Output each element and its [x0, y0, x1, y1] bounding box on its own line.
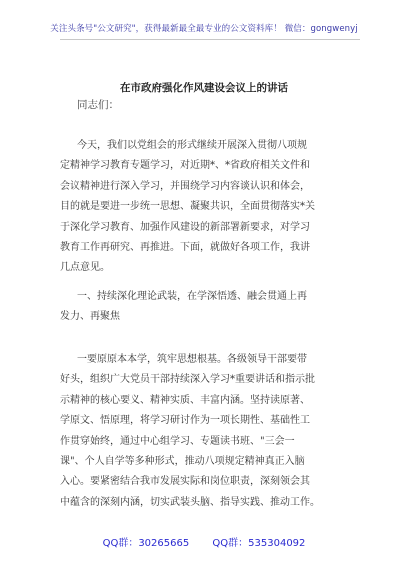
- paragraph-line: 一要原原本本学，筑牢思想根基。各级领导干部要带: [77, 354, 307, 365]
- paragraph-line: 会议精神进行深入学习，并围绕学习内容谈认识和体会，: [60, 180, 310, 192]
- paragraph-line: 定精神学习教育专题学习，对近期*、*省政府相关文件和: [60, 160, 310, 172]
- heading-line: 发力、再聚焦: [60, 311, 120, 323]
- header-divider: [60, 39, 360, 40]
- paragraph-line: 于深化学习教育、加强作风建设的新部署新要求，对学习: [60, 221, 310, 233]
- paragraph-line: 入心。要紧密结合我市发展实际和岗位职责，深刻领会其: [60, 476, 310, 488]
- header-banner: 关注头条号"公文研究"，获得最新最全最专业的公文资料库！ 微信：gongwenyj: [50, 24, 358, 34]
- footer-qq-group-1: QQ群：30265665: [102, 538, 190, 549]
- paragraph-opening: [60, 136, 360, 279]
- section-heading-1: [60, 287, 360, 328]
- paragraph-line: 学原文、悟原理，将学习研讨作为一项长期性、基础性工: [60, 415, 310, 427]
- paragraph-study: [60, 350, 360, 513]
- paragraph-line: 好头，组织广大党员干部持续深入学习*重要讲话和指示批: [60, 374, 315, 386]
- document-title: 在市政府强化作风建设会议上的讲话: [120, 82, 288, 94]
- paragraph-line: 教育工作再研究、再推进。下面，就做好各项工作，我讲: [60, 242, 310, 254]
- paragraph-line: 今天，我们以党组会的形式继续开展深入贯彻八项规: [77, 140, 307, 151]
- paragraph-line: 几点意见。: [60, 262, 110, 274]
- salutation: 同志们：: [77, 99, 119, 111]
- paragraph-line: 目的就是要进一步统一思想、凝聚共识，全面贯彻落实*关: [60, 201, 315, 213]
- heading-line: 一、持续深化理论武装，在学深悟透、融会贯通上再: [77, 291, 307, 302]
- paragraph-line: 示精神的核心要义、精神实质、丰富内涵。坚持读原著、: [60, 394, 310, 406]
- paragraph-line: 课"、个人自学等多种形式，推动八项规定精神真正入脑: [60, 456, 305, 468]
- footer-qq-group-2: QQ群：535304092: [212, 538, 306, 549]
- paragraph-line: 作贯穿始终，通过中心组学习、专题读书班、"三会一: [60, 435, 295, 447]
- footer-contacts: [0, 534, 408, 549]
- paragraph-line: 中蕴含的深刻内涵，切实武装头脑、指导实践、推动工作。: [60, 496, 320, 508]
